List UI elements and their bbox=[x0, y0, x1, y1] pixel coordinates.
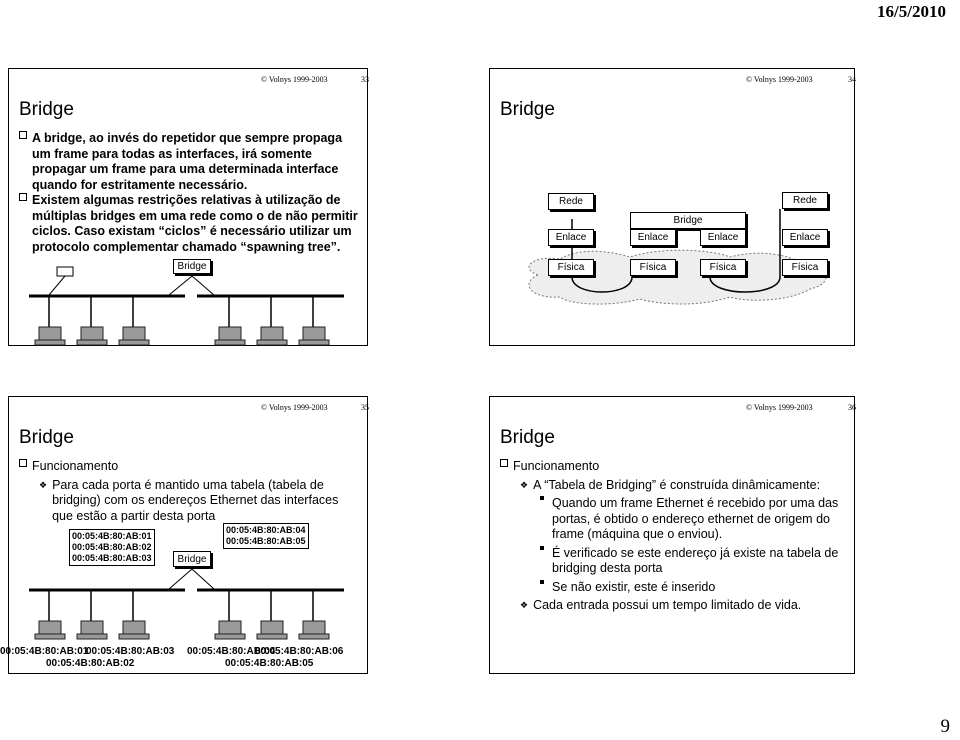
page-number: 9 bbox=[940, 716, 950, 737]
slide-copyright: © Volnys 1999-2003 bbox=[261, 403, 328, 412]
network-diagram bbox=[9, 397, 369, 675]
bridge-box: Bridge bbox=[173, 259, 211, 274]
layer-fisica: Física bbox=[700, 259, 746, 276]
diamond-bullet-icon: ❖ bbox=[520, 600, 529, 610]
slide-number: 35 bbox=[361, 403, 369, 412]
checkbox-bullet-icon bbox=[500, 459, 508, 467]
square-bullet-icon bbox=[540, 546, 544, 550]
table-entry: 00:05:4B:80:AB:01 bbox=[72, 531, 152, 541]
host-mac-label: 00:05:4B:80:AB:04 bbox=[187, 646, 276, 657]
host-mac-label: 00:05:4B:80:AB:02 bbox=[46, 658, 135, 669]
table-entry: 00:05:4B:80:AB:05 bbox=[226, 536, 306, 546]
list-item-text: Quando um frame Ethernet é recebido por uma das portas, é obtido o endereço ethernet de origem do frame (máquina que o enviou). bbox=[552, 496, 839, 541]
layer-fisica: Física bbox=[630, 259, 676, 276]
bullet-item bbox=[500, 459, 846, 475]
layer-enlace: Enlace bbox=[782, 229, 828, 246]
diamond-bullet-icon: ❖ bbox=[39, 479, 48, 490]
sub-bullet-item bbox=[520, 598, 846, 614]
bridge-box: Bridge bbox=[173, 551, 211, 567]
sub-bullet-text: Cada entrada possui um tempo limitado de vida. bbox=[533, 598, 802, 612]
bullet-text: Funcionamento bbox=[513, 459, 600, 473]
bridge-label-box: Bridge bbox=[630, 212, 746, 229]
slide-copyright: © Volnys 1999-2003 bbox=[746, 403, 813, 412]
host-mac-label: 00:05:4B:80:AB:06 bbox=[255, 646, 344, 657]
slide-number: 33 bbox=[361, 75, 369, 84]
slide-33 bbox=[8, 68, 368, 346]
slide-title: Bridge bbox=[500, 99, 555, 120]
slide-34 bbox=[489, 68, 855, 346]
table-entry: 00:05:4B:80:AB:02 bbox=[72, 542, 152, 552]
list-item-text: É verificado se este endereço já existe na tabela de bridging desta porta bbox=[552, 545, 839, 575]
list-item bbox=[538, 546, 846, 577]
layer-enlace: Enlace bbox=[548, 229, 594, 246]
slide-35 bbox=[8, 396, 368, 674]
list-item bbox=[538, 496, 846, 543]
layer-enlace: Enlace bbox=[700, 229, 746, 246]
layer-rede: Rede bbox=[782, 192, 828, 209]
slide-title: Bridge bbox=[19, 99, 74, 120]
slide-number: 34 bbox=[848, 75, 856, 84]
layer-fisica: Física bbox=[548, 259, 594, 276]
list-item bbox=[538, 580, 846, 596]
host-mac-label: 00:05:4B:80:AB:03 bbox=[86, 646, 175, 657]
page-date: 16/5/2010 bbox=[877, 2, 946, 21]
slide-36 bbox=[489, 396, 855, 674]
sub-bullet-text: A “Tabela de Bridging” é construída dinâmicamente: bbox=[533, 477, 821, 492]
slide-number: 36 bbox=[848, 403, 856, 412]
layer-enlace: Enlace bbox=[630, 229, 676, 246]
square-bullet-icon bbox=[540, 496, 544, 500]
slide-title: Bridge bbox=[19, 427, 74, 448]
host-mac-label: 00:05:4B:80:AB:01 bbox=[0, 646, 89, 657]
table-entry: 00:05:4B:80:AB:04 bbox=[226, 525, 306, 535]
list-item-text: Se não existir, este é inserido bbox=[552, 579, 716, 594]
network-diagram bbox=[9, 69, 369, 347]
layer-rede: Rede bbox=[548, 193, 594, 210]
slide-copyright: © Volnys 1999-2003 bbox=[746, 75, 813, 84]
square-bullet-icon bbox=[540, 580, 544, 584]
bullet-text: Existem algumas restrições relativas à utilização de múltiplas bridges em uma rede como o de não permitir ciclos. Caso existam “ciclos” é necessário utilizar um protocolo complementar chamado “spawning tree”. bbox=[32, 193, 358, 254]
bullet-text: Funcionamento bbox=[32, 459, 119, 473]
diamond-bullet-icon: ❖ bbox=[520, 479, 529, 490]
layer-fisica: Física bbox=[782, 259, 828, 276]
sub-bullet-text: Para cada porta é mantido uma tabela (tabela de bridging) com os endereços Ethernet das interfaces que estão a partir desta porta bbox=[52, 477, 339, 523]
slide-title: Bridge bbox=[500, 427, 555, 448]
sub-bullet-item bbox=[520, 478, 846, 494]
table-entry: 00:05:4B:80:AB:03 bbox=[72, 553, 152, 563]
slide-copyright: © Volnys 1999-2003 bbox=[261, 75, 328, 84]
bullet-list bbox=[500, 459, 846, 614]
host-mac-label: 00:05:4B:80:AB:05 bbox=[225, 658, 314, 669]
bullet-text: A bridge, ao invés do repetidor que sempre propaga um frame para todas as interfaces, irá somente propagar um frame para uma determinada interface quando for estritamente necessário. bbox=[32, 131, 343, 192]
